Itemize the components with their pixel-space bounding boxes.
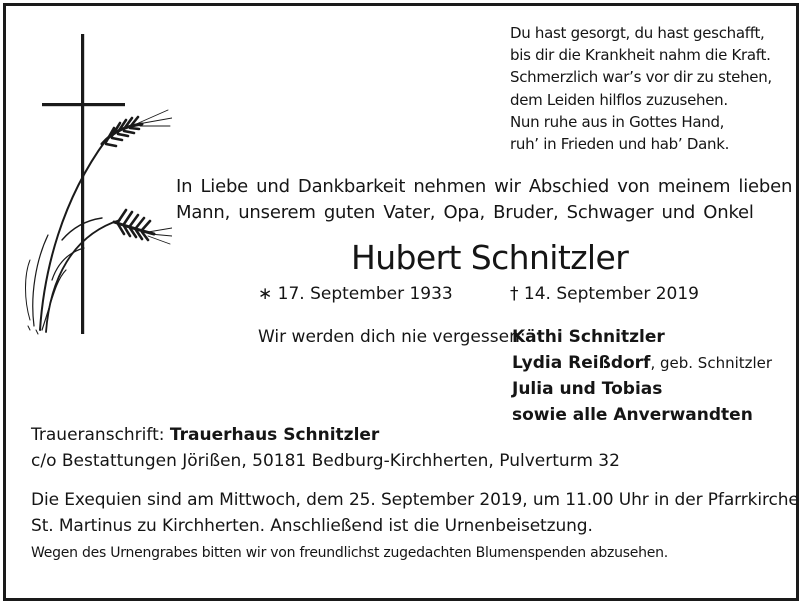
- mourner-name: Lydia Reißdorf: [512, 353, 651, 373]
- mourner-name: Julia und Tobias: [512, 379, 663, 399]
- birth-date: ∗ 17. September 1933: [258, 284, 453, 304]
- poem-line: Nun ruhe aus in Gottes Hand,: [510, 112, 725, 131]
- mourner-line: [512, 353, 772, 373]
- poem-line: Du hast gesorgt, du hast geschafft,: [510, 24, 765, 42]
- intro-line: Mann, unserem guten Vater, Opa, Bruder, Schwager und Onkel: [176, 202, 754, 223]
- death-date: † 14. September 2019: [510, 284, 699, 304]
- cross-with-wheat-icon: [22, 30, 172, 350]
- service-line: Die Exequien sind am Mittwoch, dem 25. September 2019, um 11.00 Uhr in der Pfarrkirche: [31, 490, 799, 510]
- mourners-lead: Wir werden dich nie vergessen:: [258, 327, 526, 347]
- intro-line: In Liebe und Dankbarkeit nehmen wir Abschied von meinem lieben: [176, 176, 793, 197]
- poem-line: Schmerzlich war’s vor dir zu stehen,: [510, 68, 772, 87]
- address-street: c/o Bestattungen Jörißen, 50181 Bedburg-Kirchherten, Pulverturm 32: [31, 451, 620, 471]
- mourner-name: Käthi Schnitzler: [512, 327, 665, 347]
- poem: [510, 22, 772, 155]
- poem-line: bis dir die Krankheit nahm die Kraft.: [510, 46, 771, 65]
- poem-line: dem Leiden hilflos zuzusehen.: [510, 90, 728, 109]
- address-house: Trauerhaus Schnitzler: [169, 425, 380, 445]
- poem-line: ruh’ in Frieden und hab’ Dank.: [510, 135, 730, 154]
- service-line: St. Martinus zu Kirchherten. Anschließend ist die Urnenbeisetzung.: [31, 516, 593, 536]
- address-label: Traueranschrift:: [31, 425, 170, 445]
- address-line: [31, 425, 379, 445]
- flowers-note: Wegen des Urnengrabes bitten wir von freundlichst zugedachten Blumenspenden abzusehen.: [31, 545, 668, 561]
- wheat-ears-icon: [26, 110, 173, 334]
- maiden-name-note: , geb. Schnitzler: [650, 354, 773, 372]
- mourner-name: sowie alle Anverwandten: [512, 405, 753, 425]
- deceased-name: Hubert Schnitzler: [351, 238, 629, 277]
